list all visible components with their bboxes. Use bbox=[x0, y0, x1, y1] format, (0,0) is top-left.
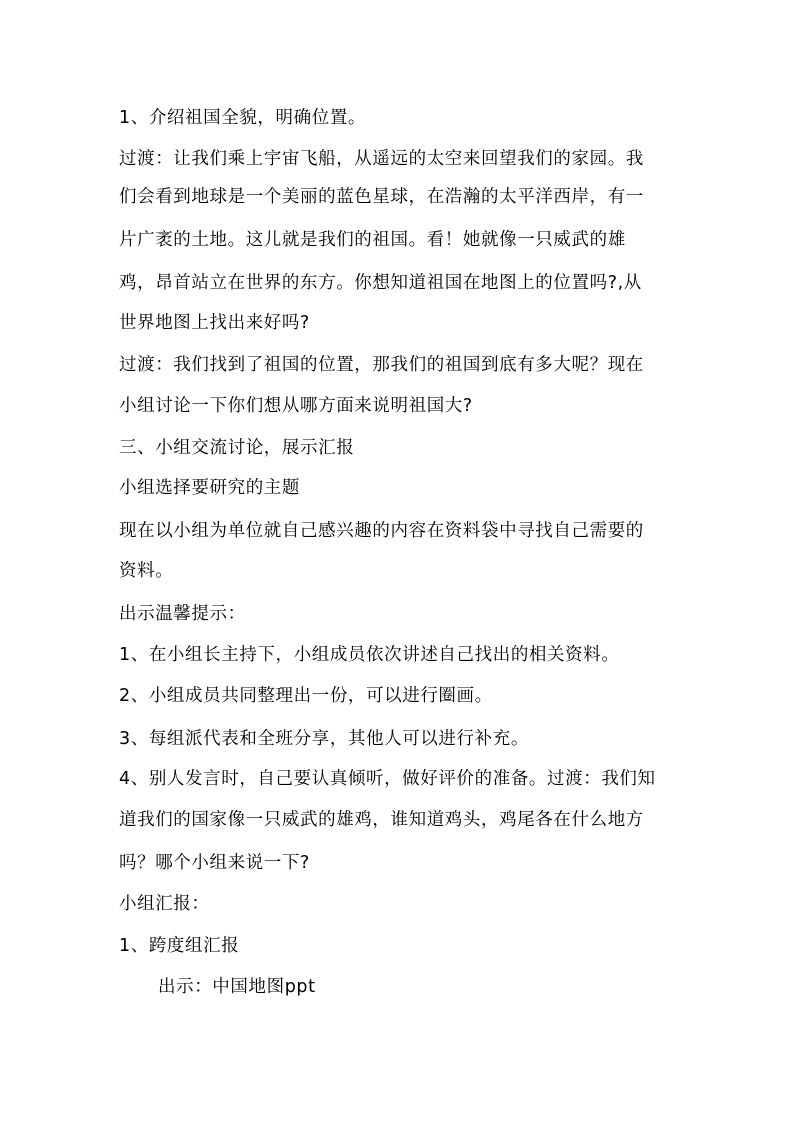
text-line-3: 们会看到地球是一个美丽的蓝色星球，在浩瀚的太平洋西岸，有一 bbox=[119, 187, 644, 207]
text-line-14: 1、在小组长主持下，小组成员依次讲述自己找出的相关资料。 bbox=[119, 645, 620, 665]
text-line-18: 道我们的国家像一只威武的雄鸡，谁知道鸡头，鸡尾各在什么地方 bbox=[119, 810, 644, 830]
text-line-16: 3、每组派代表和全班分享，其他人可以进行补充。 bbox=[119, 729, 529, 749]
text-line-12: 资料。 bbox=[119, 561, 174, 581]
text-line-5: 鸡，昂首站立在世界的东方。你想知道祖国在地图上的位置吗?,从 bbox=[119, 273, 642, 293]
text-line-6: 世界地图上找出来好吗? bbox=[119, 313, 310, 333]
text-line-4: 片广袤的土地。这儿就是我们的祖国。看！她就像一只威武的雄 bbox=[119, 230, 626, 250]
text-line-17: 4、别人发言时，自己要认真倾听，做好评价的准备。过渡：我们知 bbox=[119, 769, 656, 789]
text-line-9: 三、小组交流讨论，展示汇报 bbox=[119, 438, 355, 458]
text-line-22: 出示：中国地图ppt bbox=[158, 977, 316, 997]
text-line-7: 过渡：我们找到了祖国的位置，那我们的祖国到底有多大呢？现在 bbox=[119, 355, 644, 375]
text-line-19: 吗？哪个小组来说一下? bbox=[119, 853, 310, 873]
text-line-15: 2、小组成员共同整理出一份，可以进行圈画。 bbox=[119, 686, 493, 706]
text-line-21: 1、跨度组汇报 bbox=[119, 936, 240, 956]
text-line-8: 小组讨论一下你们想从哪方面来说明祖国大? bbox=[119, 396, 473, 416]
text-line-2: 过渡：让我们乘上宇宙飞船，从遥远的太空来回望我们的家园。我 bbox=[119, 149, 644, 169]
text-line-1: 1、介绍祖国全貌，明确位置。 bbox=[119, 108, 367, 128]
text-line-11: 现在以小组为单位就自己感兴趣的内容在资料袋中寻找自己需要的 bbox=[119, 521, 644, 541]
text-line-10: 小组选择要研究的主题 bbox=[119, 478, 300, 498]
text-line-13: 出示温馨提示： bbox=[119, 604, 246, 624]
text-line-20: 小组汇报： bbox=[119, 894, 210, 914]
